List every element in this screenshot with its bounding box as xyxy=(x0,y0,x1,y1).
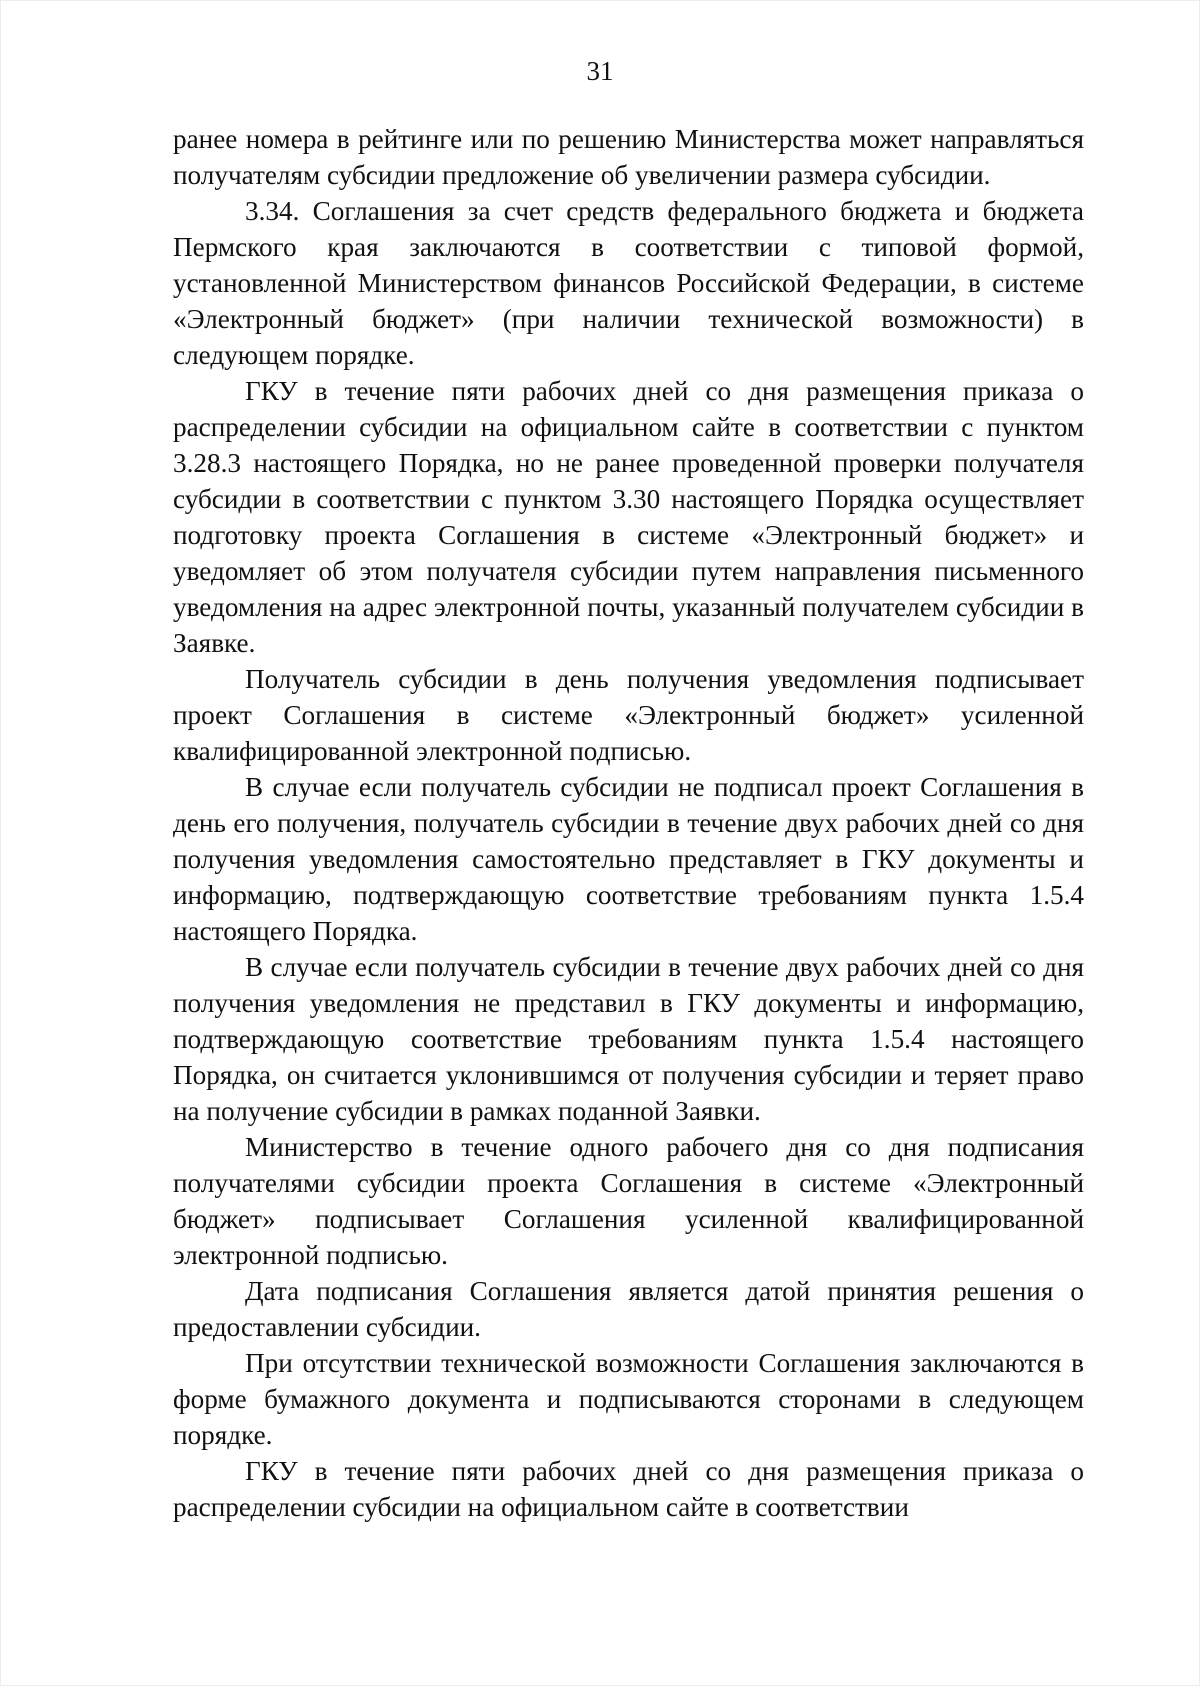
paragraph-evasion: В случае если получатель субсидии в течение двух рабочих дней со дня получения уведомления не представил в ГКУ документы и информацию, подтверждающую соответствие требованиям пункта 1.5.4 настоящего Порядка, он считается уклонившимся от получения субсидии и теряет право на получение субсидии в рамках поданной Заявки. xyxy=(173,952,1084,1126)
paragraph-recipient-signs: Получатель субсидии в день получения уведомления подписывает проект Соглашения в системе «Электронный бюджет» усиленной квалифицированной электронной подписью. xyxy=(173,664,1084,766)
paragraph-signing-date: Дата подписания Соглашения является датой принятия решения о предоставлении субсидии. xyxy=(173,1276,1084,1342)
document-body xyxy=(173,121,1084,1525)
paragraph-paper-form: При отсутствии технической возможности Соглашения заключаются в форме бумажного документа и подписываются сторонами в следующем порядке. xyxy=(173,1348,1084,1450)
paragraph-gku-preparation: ГКУ в течение пяти рабочих дней со дня размещения приказа о распределении субсидии на официальном сайте в соответствии с пунктом 3.28.3 настоящего Порядка, но не ранее проведенной проверки получателя субсидии в соответствии с пунктом 3.30 настоящего Порядка осуществляет подготовку проекта Соглашения в системе «Электронный бюджет» и уведомляет об этом получателя субсидии путем направления письменного уведомления на адрес электронной почты, указанный получателем субсидии в Заявке. xyxy=(173,376,1084,658)
paragraph-not-signed: В случае если получатель субсидии не подписал проект Соглашения в день его получения, получатель субсидии в течение двух рабочих дней со дня получения уведомления самостоятельно представляет в ГКУ документы и информацию, подтверждающую соответствие требованиям пункта 1.5.4 настоящего Порядка. xyxy=(173,772,1084,946)
paragraph-ministry-signs: Министерство в течение одного рабочего дня со дня подписания получателями субсидии проекта Соглашения в системе «Электронный бюджет» подписывает Соглашения усиленной квалифицированной электронной подписью. xyxy=(173,1132,1084,1270)
paragraph-gku-paper: ГКУ в течение пяти рабочих дней со дня размещения приказа о распределении субсидии на официальном сайте в соответствии xyxy=(173,1456,1084,1522)
page-number: 31 xyxy=(586,56,614,86)
paragraph-3-34: 3.34. Соглашения за счет средств федерального бюджета и бюджета Пермского края заключаются в соответствии с типовой формой, установленной Министерством финансов Российской Федерации, в системе «Электронный бюджет» (при наличии технической возможности) в следующем порядке. xyxy=(173,196,1084,370)
paragraph-continuation: ранее номера в рейтинге или по решению Министерства может направляться получателям субсидии предложение об увеличении размера субсидии. xyxy=(173,124,1084,190)
